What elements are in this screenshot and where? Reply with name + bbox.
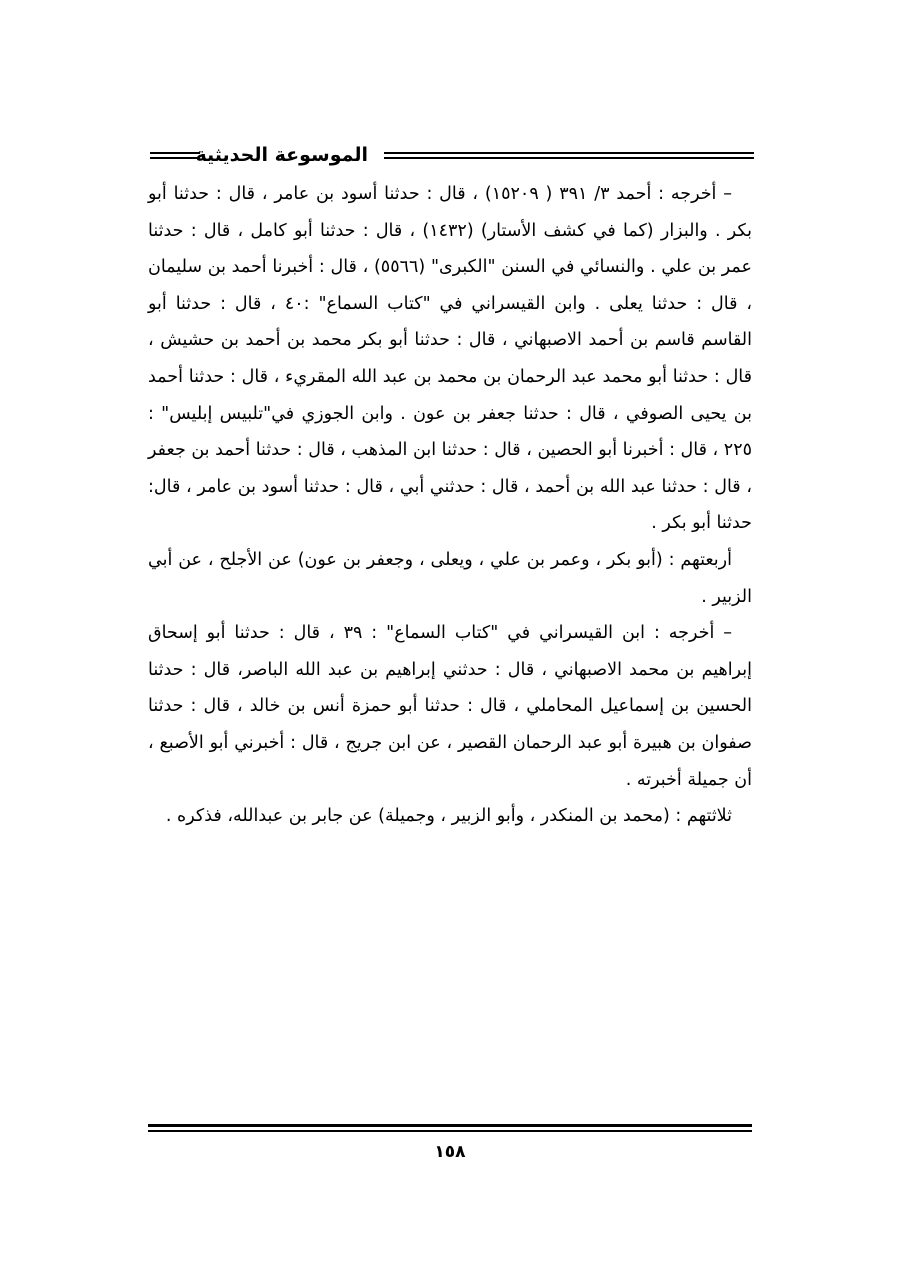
footer-rule: [148, 1124, 752, 1132]
paragraph-takhrij-2: – أخرجه : ابن القيسراني في "كتاب السماع" : ٣٩ ، قال : حدثنا أبو إسحاق إبراهيم بن محمد الاصبهاني ، قال : حدثني إبراهيم بن عبد الله الباصر، قال : حدثنا الحسين بن إسماعيل المحاملي ، قال : حدثنا أبو حمزة أنس بن خالد ، قال : حدثنا صفوان بن هبيرة أبو عبد الرحمان القصير ، عن ابن جريج ، قال : أخبرني أبو الأصبع ، أن جميلة أخبرته .: [148, 623, 752, 790]
paragraph-summary-1: أربعتهم : (أبو بكر ، وعمر بن علي ، ويعلى ، وجعفر بن عون) عن الأجلح ، عن أبي الزبير .: [148, 549, 752, 607]
paragraph-takhrij-1: – أخرجه : أحمد ٣/ ٣٩١ ( ١٥٢٠٩) ، قال : حدثنا أسود بن عامر ، قال : حدثنا أبو بكر . والبزار (كما في كشف الأستار) (١٤٣٢) ، قال : حدثنا أبو كامل ، قال : حدثنا عمر بن علي . والنسائي في السنن "الكبرى" (٥٥٦٦) ، قال : أخبرنا أحمد بن سليمان ، قال : حدثنا يعلى . وابن القيسراني في "كتاب السماع" :٤٠ ، قال : حدثنا أبو القاسم قاسم بن أحمد الاصبهاني ، قال : حدثنا أبو بكر محمد بن أحمد بن حشيش ، قال : حدثنا أبو محمد عبد الرحمان بن محمد بن عبد الله المقريء ، قال : حدثنا أحمد بن يحيى الصوفي ، قال : حدثنا جعفر بن عون . وابن الجوزي في"تلبيس إبليس" : ٢٢٥ ، قال : أخبرنا أبو الحصين ، قال : حدثنا ابن المذهب ، قال : حدثنا أحمد بن جعفر ، قال : حدثنا عبد الله بن أحمد ، قال : حدثني أبي ، قال : حدثنا أسود بن عامر ، قال: حدثنا أبو بكر .: [148, 184, 753, 534]
header-rule-left: [150, 152, 200, 159]
main-text: [148, 176, 752, 835]
paragraph-summary-2: ثلاثتهم : (محمد بن المنكدر ، وأبو الزبير ، وجميلة) عن جابر بن عبدالله، فذكره .: [165, 806, 732, 827]
header-rule-right: [384, 152, 754, 159]
page-number: ١٥٨: [434, 1142, 466, 1162]
running-header: [150, 140, 754, 170]
page-title: الموسوعة الحديثية: [195, 144, 368, 166]
